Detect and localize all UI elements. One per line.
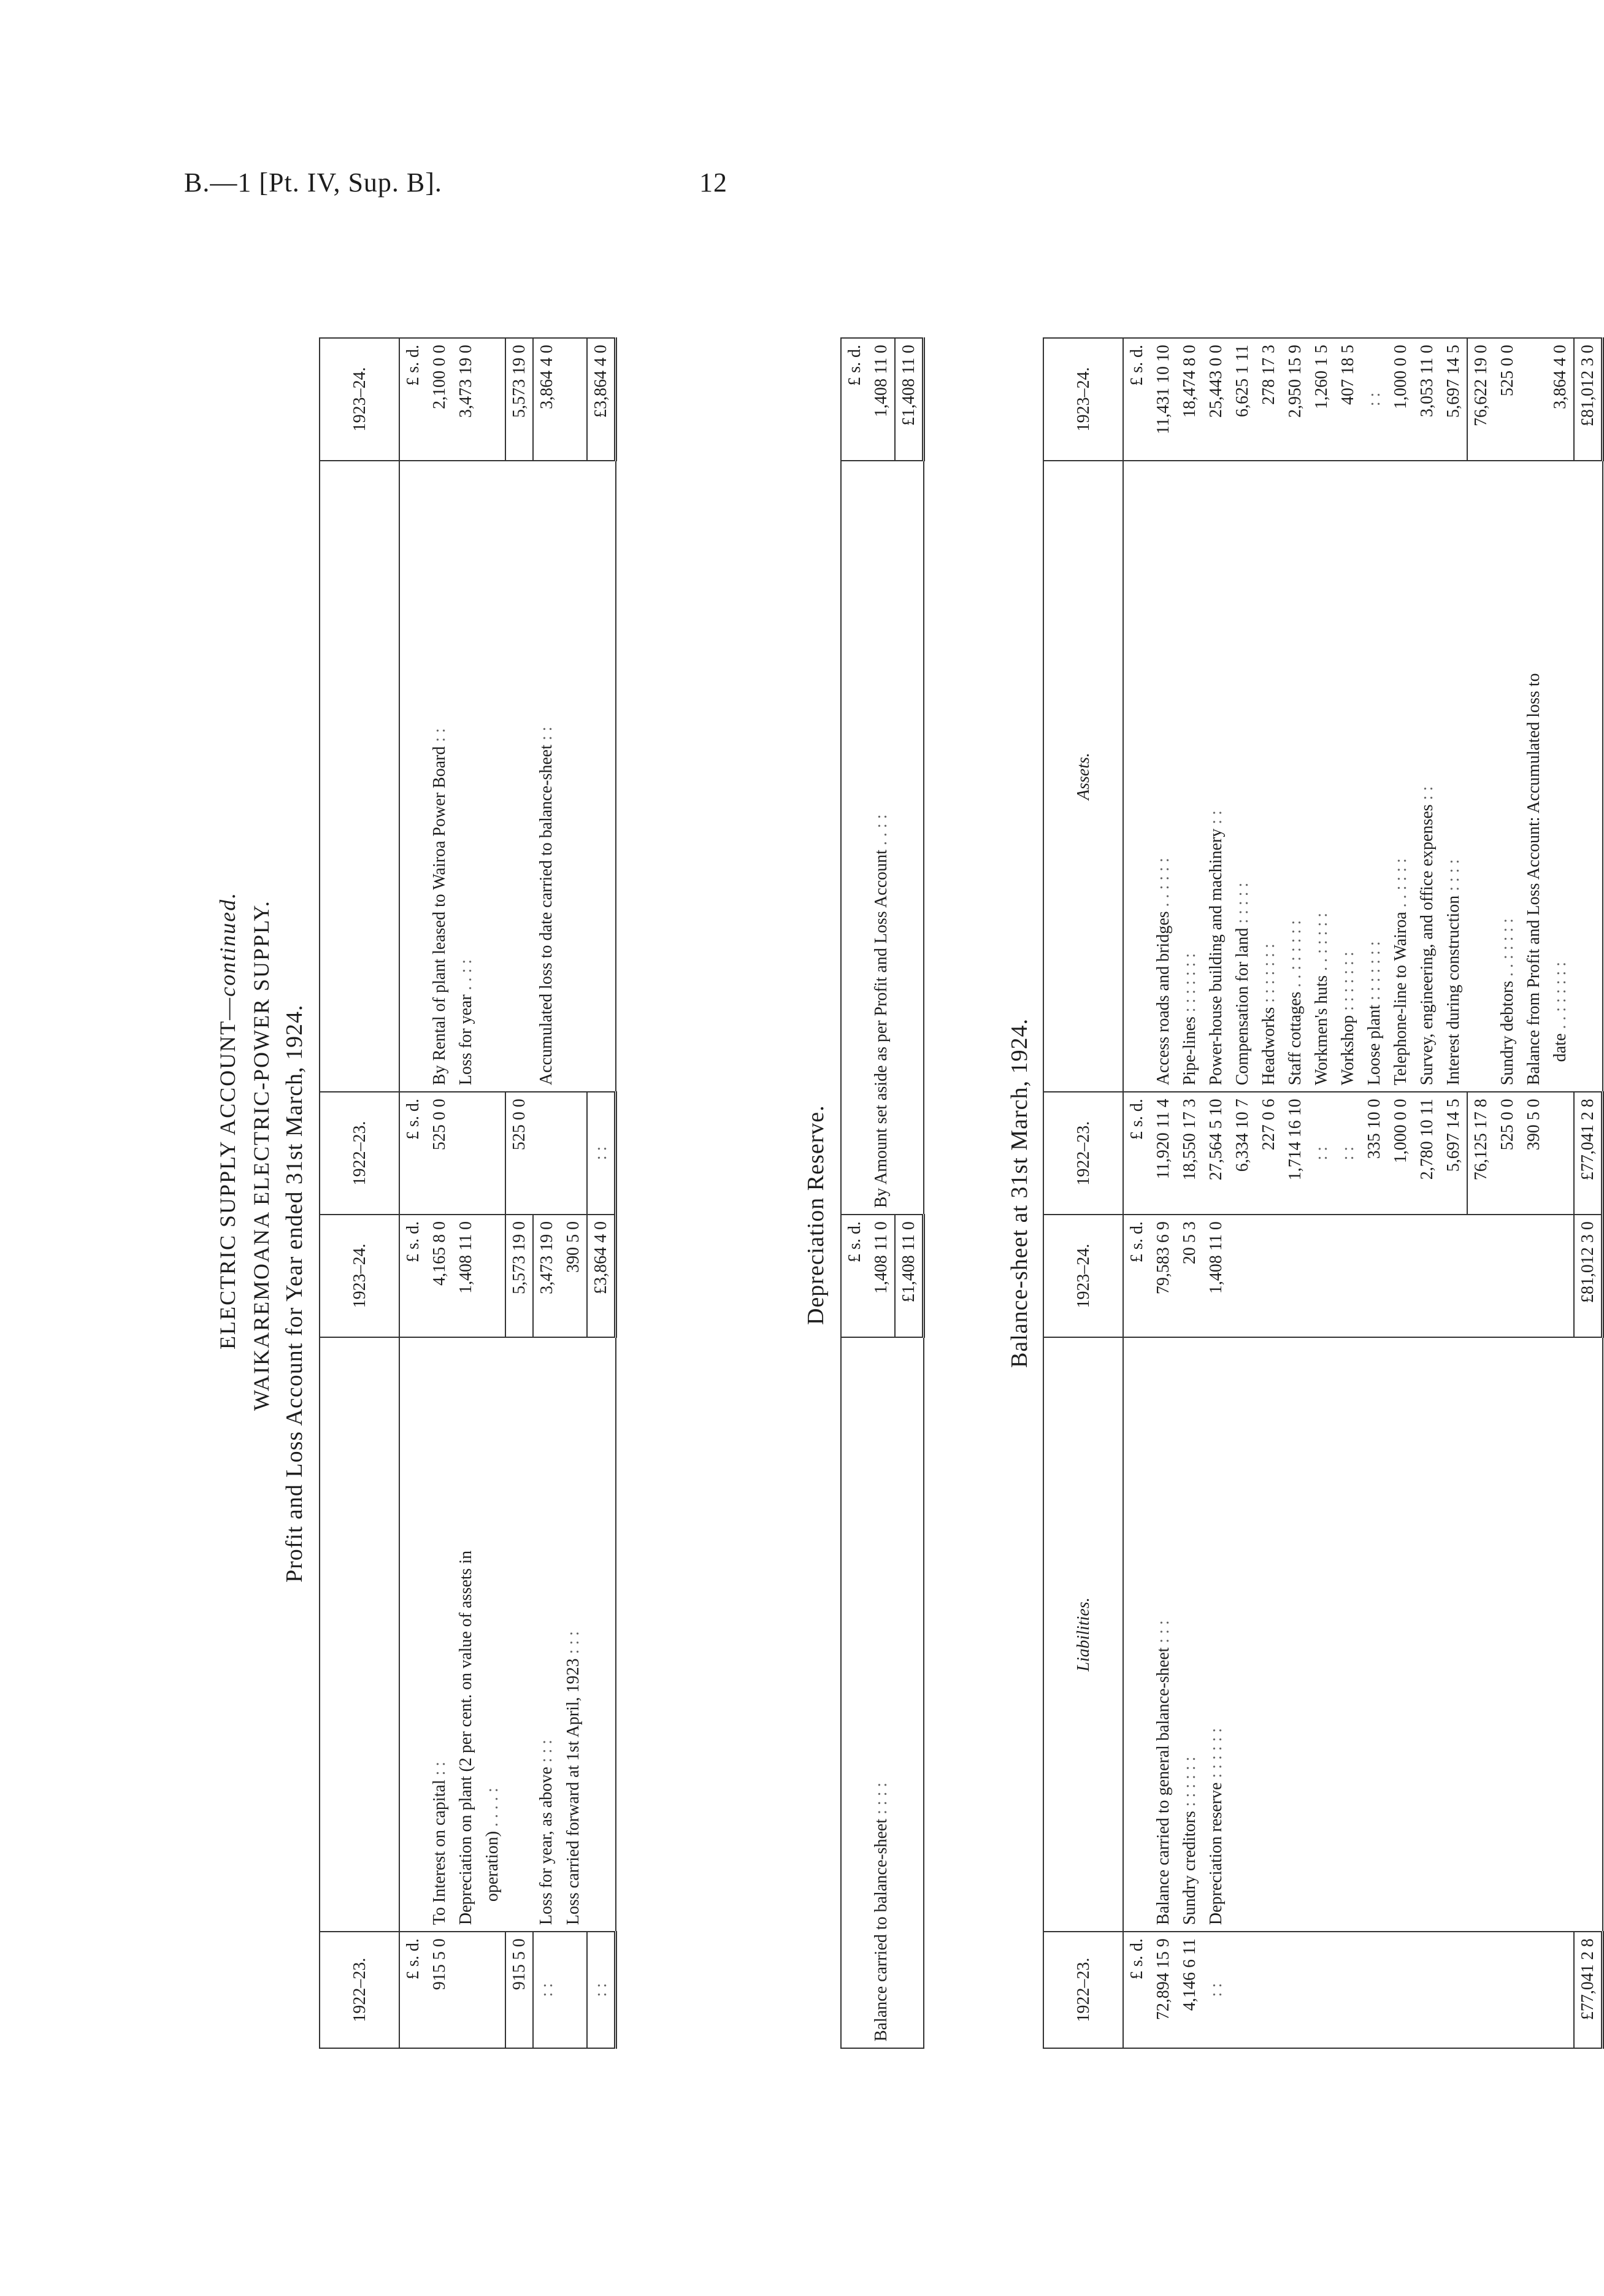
asset-description: Loose plant : : : : : : : (1361, 461, 1387, 1092)
asset-description: Access roads and bridges . . : : : : (1150, 461, 1176, 1092)
table-row (1203, 338, 1229, 2048)
units-cell: £ s. d. (1123, 1092, 1150, 1215)
credit-description-heading (320, 461, 399, 1092)
continued-note: continued. (215, 891, 240, 997)
profit-loss-title: Profit and Loss Account for Year ended 31st March, 1924. (282, 1004, 307, 1583)
year-heading: 1923–24. (320, 338, 399, 461)
empty-amount-marker: : : (1203, 1932, 1229, 2048)
amount-cell: 227 0 6 (1256, 1092, 1282, 1215)
liability-description: Balance carried to general balance-sheet : : : (1150, 1337, 1176, 1932)
asset-description: Balance from Profit and Loss Account: Accumulated loss to (1521, 461, 1547, 1092)
empty-amount-marker: : : (587, 1932, 616, 2048)
empty-amount-marker: : : (533, 1932, 560, 2048)
profit-loss-table (319, 337, 617, 2049)
balance-sheet-table (1043, 337, 1604, 2049)
amount-cell: 18,550 17 3 (1176, 1092, 1203, 1215)
amount-cell: 5,697 14 5 (1440, 338, 1467, 461)
units-cell: £ s. d. (399, 338, 426, 461)
total-cell: £3,864 4 0 (587, 1215, 616, 1337)
amount-cell: 72,894 15 9 (1150, 1932, 1176, 2048)
entry-description: To Interest on capital : : (426, 1337, 453, 1932)
amount-cell: 1,408 11 0 (868, 1215, 895, 1337)
empty-amount-marker: : : (1361, 338, 1387, 461)
liability-description: Depreciation reserve : : : : : : (1203, 1337, 1229, 1932)
subtotal-cell: 5,573 19 0 (505, 338, 533, 461)
table-row (533, 338, 560, 2048)
total-cell: £77,041 2 8 (1574, 1092, 1603, 1215)
total-cell: £81,012 3 0 (1574, 338, 1603, 461)
amount-cell: 25,443 0 0 (1203, 338, 1229, 461)
amount-cell: 1,714 16 10 (1282, 1092, 1308, 1215)
asset-description: Workmen's huts . . : : : : : (1308, 461, 1335, 1092)
year-heading: 1923–24. (1043, 338, 1123, 461)
entry-description: Loss for year . . : : (453, 461, 479, 1092)
amount-cell: 3,473 19 0 (533, 1215, 560, 1337)
units-row (1123, 338, 1150, 2048)
year-heading: 1923–24. (1043, 1215, 1123, 1337)
year-heading: 1922–23. (1043, 1932, 1123, 2048)
supply-title: WAIKAREMOANA ELECTRIC-POWER SUPPLY. (249, 900, 274, 1411)
table-row (1440, 338, 1467, 2048)
empty-amount-marker: : : (587, 1092, 616, 1215)
amount-cell: 1,000 0 0 (1387, 338, 1414, 461)
asset-description: Compensation for land : : : : : (1229, 461, 1256, 1092)
year-heading: 1922–23. (320, 1092, 399, 1215)
amount-cell: 11,431 10 10 (1150, 338, 1176, 461)
subtotal-row (1467, 338, 1494, 2048)
profit-loss-header-row (320, 338, 399, 2048)
amount-cell: 6,625 1 11 (1229, 338, 1256, 461)
amount-cell: 4,146 6 11 (1176, 1932, 1203, 2048)
units-cell: £ s. d. (1123, 1215, 1150, 1337)
units-cell: £ s. d. (841, 1215, 868, 1337)
total-cell: £1,408 11 0 (895, 338, 924, 461)
asset-description: Headworks : : : : : : : (1256, 461, 1282, 1092)
liabilities-heading: Liabilities. (1043, 1337, 1123, 1932)
total-row (1574, 338, 1603, 2048)
amount-cell: 3,864 4 0 (533, 338, 560, 461)
table-row (1282, 338, 1308, 2048)
amount-cell: 1,408 11 0 (1203, 1215, 1229, 1337)
table-row (453, 338, 479, 2048)
asset-description: Pipe-lines : : : : : : : (1176, 461, 1203, 1092)
amount-cell: 2,780 10 11 (1414, 1092, 1440, 1215)
table-row (426, 338, 453, 2048)
entry-description: Loss carried forward at 1st April, 1923 : : : (560, 1337, 587, 1932)
units-row (399, 338, 426, 2048)
amount-cell: 1,408 11 0 (868, 338, 895, 461)
units-cell: £ s. d. (399, 1092, 426, 1215)
amount-cell: 20 5 3 (1176, 1215, 1203, 1337)
balance-sheet-title: Balance-sheet at 31st March, 1924. (1007, 1018, 1032, 1368)
asset-description: Staff cottages . . : : : : : : (1282, 461, 1308, 1092)
table-row (1256, 338, 1282, 2048)
table-row (868, 338, 895, 2048)
amount-cell: 525 0 0 (1494, 338, 1521, 461)
rotated-page-content (209, 294, 1597, 2073)
depreciation-reserve-title: Depreciation Reserve. (803, 1105, 829, 1325)
subtotal-cell: 5,573 19 0 (505, 1215, 533, 1337)
amount-cell: 525 0 0 (426, 1092, 453, 1215)
total-row (895, 338, 924, 2048)
subtotal-cell: 76,622 19 0 (1467, 338, 1494, 461)
units-row (841, 338, 868, 2048)
depreciation-reserve-table (840, 337, 925, 2049)
empty-amount-marker: : : (1308, 1092, 1335, 1215)
table-row (1414, 338, 1440, 2048)
table-row (1335, 338, 1361, 2048)
subtotal-row (505, 338, 533, 2048)
total-cell: £1,408 11 0 (895, 1215, 924, 1337)
total-row (587, 338, 616, 2048)
amount-cell: 278 17 3 (1256, 338, 1282, 461)
year-heading: 1923–24. (320, 1215, 399, 1337)
entry-description: Balance carried to balance-sheet : : : : (868, 1337, 895, 2048)
units-cell: £ s. d. (399, 1932, 426, 2048)
liability-description: Sundry creditors : : : : : : (1176, 1337, 1203, 1932)
amount-cell: 6,334 10 7 (1229, 1092, 1256, 1215)
amount-cell: 335 10 0 (1361, 1092, 1387, 1215)
amount-cell: 3,864 4 0 (1547, 338, 1574, 461)
amount-cell: 1,408 11 0 (453, 1215, 479, 1337)
table-row (1229, 338, 1256, 2048)
amount-cell: 11,920 11 4 (1150, 1092, 1176, 1215)
entry-description: Loss for year, as above : : : (533, 1337, 560, 1932)
amount-cell: 2,950 15 9 (1282, 338, 1308, 461)
amount-cell: 3,473 19 0 (453, 338, 479, 461)
total-cell: £77,041 2 8 (1574, 1932, 1603, 2048)
units-cell: £ s. d. (1123, 1932, 1150, 2048)
table-row (1387, 338, 1414, 2048)
table-row (1521, 338, 1547, 2048)
page-number: 12 (699, 167, 727, 198)
asset-description: Power-house building and machinery : : (1203, 461, 1229, 1092)
amount-cell: 2,100 0 0 (426, 338, 453, 461)
assets-heading: Assets. (1043, 461, 1123, 1092)
amount-cell: 79,583 6 9 (1150, 1215, 1176, 1337)
subtotal-cell: 915 5 0 (505, 1932, 533, 2048)
amount-cell (1521, 338, 1547, 461)
account-title: ELECTRIC SUPPLY ACCOUNT—continued. (215, 891, 240, 1350)
subtotal-cell: 76,125 17 8 (1467, 1092, 1494, 1215)
year-heading: 1922–23. (1043, 1092, 1123, 1215)
amount-cell: 1,260 1 5 (1308, 338, 1335, 461)
amount-cell: 915 5 0 (426, 1932, 453, 2048)
empty-amount-marker: : : (1335, 1092, 1361, 1215)
asset-description: Telephone-line to Wairoa . . : : : : (1387, 461, 1414, 1092)
total-cell: £81,012 3 0 (1574, 1215, 1603, 1337)
year-heading: 1922–23. (320, 1932, 399, 2048)
entry-description: Accumulated loss to date carried to balance-sheet : : (533, 461, 560, 1092)
amount-cell: 27,564 5 10 (1203, 1092, 1229, 1215)
table-row (560, 338, 587, 2048)
asset-description: Workshop : : : : : : : (1335, 461, 1361, 1092)
asset-description: Sundry debtors . . : : : : : (1494, 461, 1521, 1092)
asset-description: date . . : : : : : : (1547, 461, 1574, 1092)
entry-description: Depreciation on plant (2 per cent. on value of assets in (453, 1337, 479, 1932)
balance-sheet-header-row (1043, 338, 1123, 2048)
debit-description-heading (320, 1337, 399, 1932)
units-cell: £ s. d. (1123, 338, 1150, 461)
table-row (479, 338, 505, 2048)
total-cell: £3,864 4 0 (587, 338, 616, 461)
amount-cell: 390 5 0 (1521, 1092, 1547, 1215)
subtotal-cell: 525 0 0 (505, 1092, 533, 1215)
entry-description: By Rental of plant leased to Wairoa Power Board : : (426, 461, 453, 1092)
amount-cell: 18,474 8 0 (1176, 338, 1203, 461)
amount-cell: 5,697 14 5 (1440, 1092, 1467, 1215)
document-code: B.—1 [Pt. IV, Sup. B]. (184, 167, 442, 198)
amount-cell: 3,053 11 0 (1414, 338, 1440, 461)
table-row (1494, 338, 1521, 2048)
asset-description: Survey, engineering, and office expenses : : (1414, 461, 1440, 1092)
entry-description: operation) . . . . : (479, 1337, 505, 1932)
units-cell: £ s. d. (841, 338, 868, 461)
amount-cell: 1,000 0 0 (1387, 1092, 1414, 1215)
entry-description: By Amount set aside as per Profit and Loss Account . . : : (868, 461, 895, 1215)
amount-cell: 407 18 5 (1335, 338, 1361, 461)
table-row (1176, 338, 1203, 2048)
amount-cell: 390 5 0 (560, 1215, 587, 1337)
amount-cell: 4,165 8 0 (426, 1215, 453, 1337)
table-row (1308, 338, 1335, 2048)
units-cell: £ s. d. (399, 1215, 426, 1337)
asset-description: Interest during construction : : : : (1440, 461, 1467, 1092)
amount-cell: 525 0 0 (1494, 1092, 1521, 1215)
table-row (1150, 338, 1176, 2048)
table-row (1547, 338, 1574, 2048)
table-row (1361, 338, 1387, 2048)
